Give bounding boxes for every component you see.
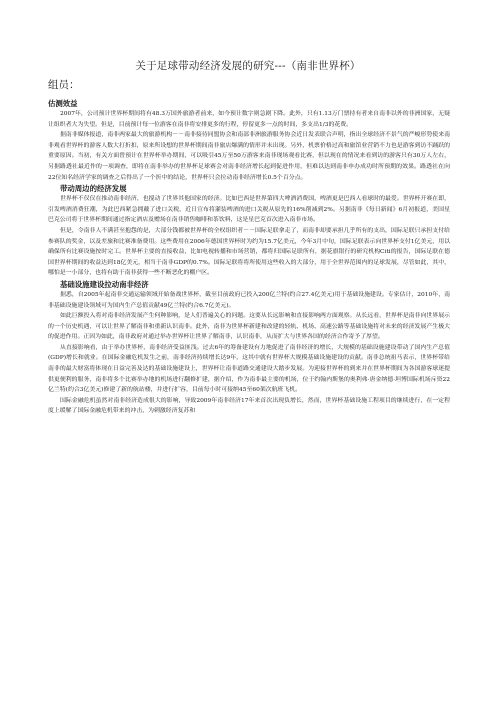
section-heading: 估测效益 — [48, 99, 78, 108]
paragraph: 据南非媒体报道，南非两家最大的旅游机构－－南非接待同盟协会和南部非洲旅游服务协会近日发表联合声明，指出全球经济不景气的严峻形势使来南非观看世界杯的游客人数大打折扣，原来所设想的世界杯期间南非旅店爆满的情形并未出现。另外，机票价格过高和旅馆业营销不力也是游客到访不踊跃的重要原因。当初，有关方面曾预计在世界杯举办期间，可以吸引45万至50万游客来南非现场观看比赛，但以现在的情况来看到访的游客只有30万人左右，另据路透社最近作的一项调查，即将在南非举办的世界杯足球赛会对南非经济增长起到促进作用，但难以达到南非申办成功时所预期的效果。路透社在向22位知名经济学家的调查之后得出了一个折中的结论，世界杯只会拉动南非经济增长0.5个百分点。 — [48, 132, 450, 181]
paragraph: 但是，令南非人不满甚至抱怨的是，大部分钱都被世界杯的全权组织者－－国际足联拿走了，而南非却要承担几乎所有的支出，国际足联只承担支付给参赛队的奖金，以及差旅和比赛准备费用。这些费用在2006年德国世界杯时为约为15.7亿美元，今年3月中旬，国际足联表示向世界杯支付1亿美元，用以确保所有比赛设施按时完工。世界杯主要的直接收益，比如电视转播和市场营销，都将归国际足联所有，据花旗银行的研究机构Citi的报告，国际足联在德国世界杯期间的收益达到18亿美元，相当于南非GDP的0.7%。国际足联将将所使用这些收入的大部分，用于全世界范围内的足球发展，尽管如此，其中，哪怕是一小部分，也将有助于南非获得一些不断恶化的棚户区。 — [48, 227, 450, 277]
paragraph: 国际金融危机虽然对南非经济造成很大的影响，导致2009年南非经济17年来首次出现负增长，然而，世界杯基础设施工程项目的继续进行，在一定程度上缓解了国际金融危机带来的冲击，为刺激经济复苏和 — [48, 397, 450, 415]
paragraph: 据悉，自2005年起南非交通运输领域开始备战世界杯，截至目前政府已投入200亿兰特(约合27.4亿美元)用于基础设施建设。专家估计，2010年，南非基础设施建设领域可为国内生产总值贡献49亿兰特(约合6.7亿美元)。 — [48, 291, 450, 309]
paragraph: 2007年，公司预计世界杯期间将有48.3万国外旅游者前来，如今预计数字则急剧下降。此外，只有1.13万门票持有者来自南非以外的非洲国家，无疑让组织者大为失望。但是，目前预计每一位游客在南非将安排更多的行程，停留更多一点的时间，多支出1/3的花费。 — [48, 111, 450, 128]
document-title: 关于足球带动经济发展的研究---（南非世界杯） — [135, 60, 361, 72]
paragraph: 从直接影响看，由于举办世界杯，南非经济受益匪浅。过去6年的筹备建设有力地促进了南非经济的增长，大规模的基础设施建设带动了国内生产总值(GDP)增长和就业。在国际金融危机发生之前，南非经济持续增长达9年，这其中就有世界杯大规模基础设施建设的贡献。南非总统祖马表示，世界杯带给南非的最大财富将体现在日益完善及达的基础设施建设上，世界杯让南非道路交通建设大踏步发展。为迎接世界杯的到来并在世界杯期间为各国游客球迷提供更便利的服务，南非将多个比赛举办地的机场进行翻修扩建，据介绍，作为南非最主要的机场，位于约翰内斯堡的奥利弗·唐金纳德·坦博国际机场斥资22亿兰特(约合3亿美元)修建了新的航站楼，并进行扩容，目前每小时可接纳45至60架次航班飞机。 — [48, 344, 450, 394]
section-heading: 带动周边的经济发展 — [60, 184, 127, 194]
section-heading: 基础设施建设拉动南非经济 — [60, 279, 149, 289]
document-body — [48, 98, 450, 417]
paragraph: 如此巨额投入将对南非经济发展产生何种影响，是人们普遍关心的问题。这要从长远影响和直接影响两方面观察。从长远看，世界杯是南非向世界展示的一个历史机遇，可以让世界了解南非和重新认识南非。此外，南非为世界杯新建和改建的轻轨、机场、高速公路等基础设施将对未来的经济发展产生极大的促进作用。正因为如此，南非政府对通过举办世界杯让世界了解南非，认识南非，从而扩大与世界各国的经济合作寄予了厚望。 — [48, 313, 450, 341]
group-members-label: 组员： — [48, 79, 80, 91]
paragraph: 世界杯不仅仅在推动南非经济，也搅动了世界其他国家的经济。比如巴西是世界第四大啤酒消费国，啤酒更是巴西人看球时的最爱。世界杯开赛在即，引发啤酒消费狂潮，为此巴西紧急拥戴了进口关税，近日宣布将灌装啤酒的进口关税从原先的16%削减到2%。另据南非《每日新闻》6月初报道，美国星巴克公司将于世界杯期间通过指定酒店及赠场在南非销售咖啡和茶饮料，这是星巴克首次进入南非市场。 — [48, 196, 450, 224]
